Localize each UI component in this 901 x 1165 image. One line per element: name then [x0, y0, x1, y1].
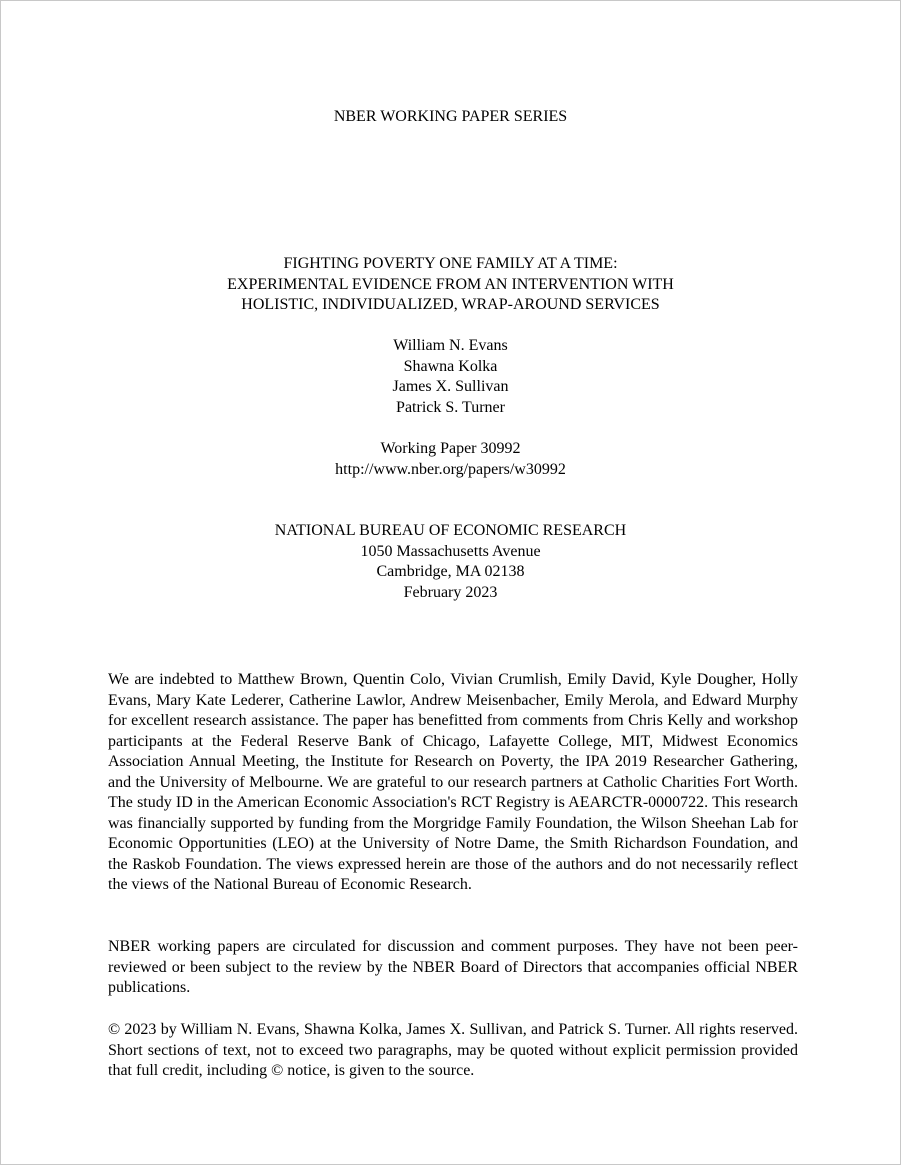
paper-title: [1, 254, 900, 316]
publication-date: February 2023: [403, 583, 498, 601]
title-line: EXPERIMENTAL EVIDENCE FROM AN INTERVENTION WITH: [227, 275, 674, 293]
title-line: HOLISTIC, INDIVIDUALIZED, WRAP-AROUND SERVICES: [241, 296, 660, 314]
author-list: [1, 336, 900, 418]
series-heading: NBER WORKING PAPER SERIES: [333, 108, 568, 125]
institution-name: NATIONAL BUREAU OF ECONOMIC RESEARCH: [274, 522, 627, 539]
working-paper-info: [1, 439, 900, 480]
disclaimer-paragraph: NBER working papers are circulated for discussion and comment purposes. They have not been peer-reviewed or been subject to the review by the NBER Board of Directors that accompanies official NBER publications.: [108, 938, 798, 996]
author-name: Patrick S. Turner: [396, 398, 505, 416]
working-paper-url[interactable]: http://www.nber.org/papers/w30992: [335, 460, 566, 478]
institution-street: 1050 Massachusetts Avenue: [360, 542, 541, 560]
institution-block: [1, 521, 900, 603]
institution-city: Cambridge, MA 02138: [376, 563, 525, 581]
working-paper-number: Working Paper 30992: [380, 440, 521, 457]
title-line: FIGHTING POVERTY ONE FAMILY AT A TIME:: [283, 255, 618, 272]
acknowledgments-paragraph: We are indebted to Matthew Brown, Quentin Colo, Vivian Crumlish, Emily David, Kyle Dougher, Holly Evans, Mary Kate Lederer, Catherine Lawlor, Andrew Meisenbacher, Emily Merola, and Edward Murphy for excellent research assistance. The paper has benefitted from comments from Chris Kelly and workshop participants at the Federal Reserve Bank of Chicago, Lafayette College, MIT, Midwest Economics Association Annual Meeting, the Institute for Research on Poverty, the IPA 2019 Researcher Gathering, and the University of Melbourne. We are grateful to our research partners at Catholic Charities Fort Worth. The study ID in the American Economic Association's RCT Registry is AEARCTR-0000722. This research was financially supported by funding from the Morgridge Family Foundation, the Wilson Sheehan Lab for Economic Opportunities (LEO) at the University of Notre Dame, the Smith Richardson Foundation, and the Raskob Foundation. The views expressed herein are those of the authors and do not necessarily reflect the views of the National Bureau of Economic Research.: [108, 671, 798, 893]
copyright-paragraph: © 2023 by William N. Evans, Shawna Kolka, James X. Sullivan, and Patrick S. Turner. All rights reserved. Short sections of text, not to exceed two paragraphs, may be quoted without explicit permission provided that full credit, including © notice, is given to the source.: [108, 1021, 798, 1079]
author-name: James X. Sullivan: [392, 378, 509, 396]
author-name: Shawna Kolka: [403, 357, 498, 375]
author-name: William N. Evans: [393, 337, 508, 354]
